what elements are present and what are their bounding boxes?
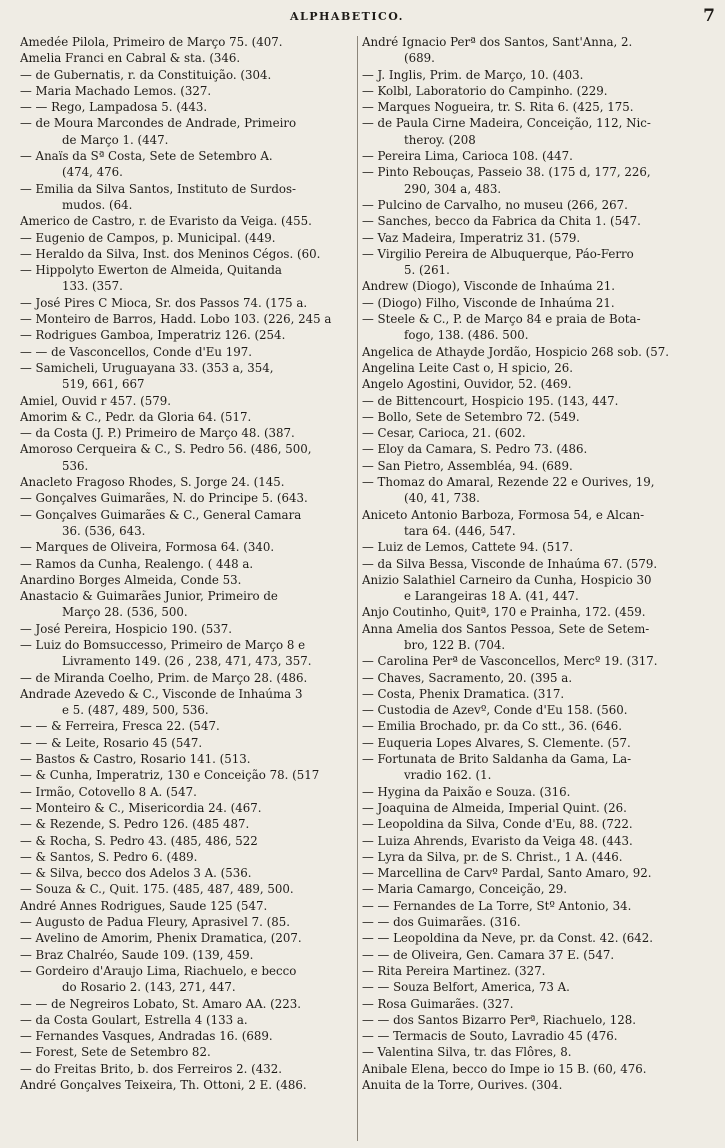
directory-entry: André Ignacio Perª dos Santos, Sant'Anna, 2. bbox=[362, 35, 633, 49]
section-title: ALPHABETICO. bbox=[290, 10, 405, 23]
directory-entry: — de Bittencourt, Hospicio 195. (143, 447. bbox=[362, 393, 619, 408]
directory-entry: — & Santos, S. Pedro 6. (489. bbox=[20, 849, 198, 864]
directory-entry: — Pulcino de Carvalho, no museu (266, 267. bbox=[362, 197, 628, 212]
page-header bbox=[0, 6, 725, 32]
entry-continuation: bro, 122 B. (704. bbox=[404, 637, 506, 652]
directory-entry: — Samicheli, Uruguayana 33. (353 a, 354, bbox=[20, 360, 274, 375]
directory-entry: — Heraldo da Silva, Inst. dos Meninos Cégos. (60. bbox=[20, 246, 321, 261]
directory-entry: — Cesar, Carioca, 21. (602. bbox=[362, 426, 526, 441]
directory-entry: — Irmão, Cotovello 8 A. (547. bbox=[20, 784, 197, 799]
directory-entry: — Luiz do Bomsuccesso, Primeiro de Março 8 e bbox=[20, 637, 306, 652]
directory-entry: — Virgilio Pereira de Albuquerque, Páo-Ferro bbox=[362, 246, 634, 261]
entry-continuation: (689. bbox=[404, 51, 435, 66]
entry-continuation: 536. bbox=[62, 458, 89, 473]
directory-entry: — Thomaz do Amaral, Rezende 22 e Ourives, 19, bbox=[362, 475, 655, 490]
directory-entry: — Hygina da Paixão e Souza. (316. bbox=[362, 784, 571, 799]
directory-entry: — Luiza Ahrends, Evaristo da Veiga 48. (443. bbox=[362, 833, 633, 848]
entry-continuation: 519, 661, 667 bbox=[62, 377, 145, 392]
directory-entry: Angelo Agostini, Ouvidor, 52. (469. bbox=[362, 377, 572, 392]
directory-entry: — Souza & C., Quit. 175. (485, 487, 489, 500. bbox=[20, 882, 294, 897]
page-number: 7 bbox=[703, 6, 715, 26]
directory-entry: — Steele & C., P. de Março 84 e praia de Bota- bbox=[362, 312, 641, 327]
directory-entry: — Bollo, Sete de Setembro 72. (549. bbox=[362, 409, 580, 424]
directory-entry: Anastacio & Guimarães Junior, Primeiro de bbox=[20, 589, 278, 604]
directory-entry: — Gonçalves Guimarães, N. do Principe 5. (643. bbox=[20, 491, 308, 506]
directory-entry: — — de Oliveira, Gen. Camara 37 E. (547. bbox=[362, 947, 615, 962]
directory-entry: Amedée Pilola, Primeiro de Março 75. (407. bbox=[20, 35, 283, 49]
entry-continuation: 133. (357. bbox=[62, 279, 123, 294]
entry-continuation: do Rosario 2. (143, 271, 447. bbox=[62, 980, 236, 995]
directory-entry: — Fernandes Vasques, Andradas 16. (689. bbox=[20, 1029, 273, 1044]
entry-continuation: theroy. (208 bbox=[404, 132, 476, 147]
directory-entry: — Maria Machado Lemos. (327. bbox=[20, 83, 212, 98]
directory-entry: — & Cunha, Imperatriz, 130 e Conceição 78. (517 bbox=[20, 768, 320, 783]
entry-continuation: 5. (261. bbox=[404, 263, 450, 278]
directory-entry: — José Pereira, Hospicio 190. (537. bbox=[20, 621, 233, 636]
directory-entry: — José Pires C Mioca, Sr. dos Passos 74. (175 a. bbox=[20, 295, 308, 310]
column-divider bbox=[357, 36, 358, 1141]
directory-entry: — de Paula Cirne Madeira, Conceição, 112, Nic- bbox=[362, 116, 651, 131]
directory-entry: Anibale Elena, becco do Impe io 15 B. (60, 476. bbox=[362, 1061, 647, 1076]
directory-entry: — Vaz Madeira, Imperatriz 31. (579. bbox=[362, 230, 581, 245]
directory-entry: Anacleto Fragoso Rhodes, S. Jorge 24. (145. bbox=[20, 475, 285, 490]
directory-entry: Andrew (Diogo), Visconde de Inhaúma 21. bbox=[362, 279, 616, 294]
directory-entry: — Custodia de Azevº, Conde d'Eu 158. (560. bbox=[362, 703, 628, 718]
directory-entry: — Luiz de Lemos, Cattete 94. (517. bbox=[362, 540, 574, 555]
directory-entry: Anjo Coutinho, Quitª, 170 e Prainha, 172. (459. bbox=[362, 605, 646, 620]
directory-entry: — Sanches, becco da Fabrica da Chita 1. (547. bbox=[362, 214, 641, 229]
directory-entry: — Chaves, Sacramento, 20. (395 a. bbox=[362, 670, 573, 685]
directory-entry: — Rosa Guimarães. (327. bbox=[362, 996, 514, 1011]
entry-continuation: 36. (536, 643. bbox=[62, 523, 146, 538]
directory-entry: — Lyra da Silva, pr. de S. Christ., 1 A. (446. bbox=[362, 849, 623, 864]
directory-entry: — Maria Camargo, Conceição, 29. bbox=[362, 882, 568, 897]
directory-entry: Anna Amelia dos Santos Pessoa, Sete de Setem- bbox=[362, 621, 650, 636]
right-column bbox=[362, 34, 710, 1093]
directory-entry: — Carolina Perª de Vasconcellos, Mercº 19. (317. bbox=[362, 654, 658, 669]
directory-entry: — Fortunata de Brito Saldanha da Gama, La- bbox=[362, 752, 632, 767]
directory-entry: — Pereira Lima, Carioca 108. (447. bbox=[362, 149, 573, 164]
directory-entry: — Valentina Silva, tr. das Flôres, 8. bbox=[362, 1045, 572, 1060]
directory-entry: — — de Negreiros Lobato, St. Amaro AA. (223. bbox=[20, 996, 301, 1011]
directory-entry: Amoroso Cerqueira & C., S. Pedro 56. (486, 500, bbox=[20, 442, 312, 457]
directory-entry: — & Rocha, S. Pedro 43. (485, 486, 522 bbox=[20, 833, 258, 848]
directory-entry: — Ramos da Cunha, Realengo. ( 448 a. bbox=[20, 556, 254, 571]
directory-entry: Angelica de Athayde Jordão, Hospicio 268 sob. (57. bbox=[362, 344, 669, 359]
directory-entry: — Forest, Sete de Setembro 82. bbox=[20, 1045, 211, 1060]
directory-entry: — — & Ferreira, Fresca 22. (547. bbox=[20, 719, 220, 734]
directory-entry: — da Silva Bessa, Visconde de Inhaúma 67. (579. bbox=[362, 556, 658, 571]
directory-entry: Amorim & C., Pedr. da Gloria 64. (517. bbox=[20, 409, 252, 424]
directory-entry: — Gordeiro d'Araujo Lima, Riachuelo, e becco bbox=[20, 963, 297, 978]
directory-entry: — Monteiro de Barros, Hadd. Lobo 103. (226, 245 a bbox=[20, 312, 332, 327]
directory-entry: — Leopoldina da Silva, Conde d'Eu, 88. (722. bbox=[362, 817, 633, 832]
entry-continuation: tara 64. (446, 547. bbox=[404, 523, 516, 538]
directory-entry: — Rodrigues Gamboa, Imperatriz 126. (254. bbox=[20, 328, 286, 343]
entry-continuation: (474, 476. bbox=[62, 165, 123, 180]
directory-entry: — Braz Chalréo, Saude 109. (139, 459. bbox=[20, 947, 254, 962]
directory-entry: Amiel, Ouvid r 457. (579. bbox=[20, 393, 172, 408]
directory-entry: — da Costa Goulart, Estrella 4 (133 a. bbox=[20, 1012, 248, 1027]
directory-entry: — Hippolyto Ewerton de Almeida, Quitanda bbox=[20, 263, 282, 278]
directory-entry: — do Freitas Brito, b. dos Ferreiros 2. (432. bbox=[20, 1061, 283, 1076]
directory-entry: Amelia Franci en Cabral & sta. (346. bbox=[20, 51, 241, 66]
directory-entry: — J. Inglis, Prim. de Março, 10. (403. bbox=[362, 67, 584, 82]
directory-entry: — de Moura Marcondes de Andrade, Primeiro bbox=[20, 116, 297, 131]
directory-entry: Aniceto Antonio Barboza, Formosa 54, e Alcan- bbox=[362, 507, 645, 522]
directory-entry: — — Souza Belfort, America, 73 A. bbox=[362, 980, 570, 995]
entry-continuation: mudos. (64. bbox=[62, 197, 133, 212]
directory-entry: — Augusto de Padua Fleury, Aprasivel 7. (85. bbox=[20, 915, 290, 930]
directory-entry: — de Miranda Coelho, Prim. de Março 28. (486. bbox=[20, 670, 308, 685]
entry-continuation: Livramento 149. (26 , 238, 471, 473, 357. bbox=[62, 654, 312, 669]
entry-continuation: e 5. (487, 489, 500, 536. bbox=[62, 703, 209, 718]
directory-entry: — San Pietro, Assembléa, 94. (689. bbox=[362, 458, 573, 473]
directory-entry: — — & Leite, Rosario 45 (547. bbox=[20, 735, 203, 750]
entry-continuation: Março 28. (536, 500. bbox=[62, 605, 188, 620]
directory-entry: Americo de Castro, r. de Evaristo da Veiga. (455. bbox=[20, 214, 312, 229]
directory-entry: — Pinto Rebouças, Passeio 38. (175 d, 177, 226, bbox=[362, 165, 651, 180]
directory-entry: — da Costa (J. P.) Primeiro de Março 48. (387. bbox=[20, 426, 295, 441]
directory-entry: — Bastos & Castro, Rosario 141. (513. bbox=[20, 752, 251, 767]
directory-entry: — de Gubernatis, r. da Constituição. (304. bbox=[20, 67, 272, 82]
directory-entry: — Anaïs da Sª Costa, Sete de Setembro A. bbox=[20, 149, 273, 164]
directory-entry: Anardino Borges Almeida, Conde 53. bbox=[20, 572, 242, 587]
directory-entry: — — Termacis de Souto, Lavradio 45 (476. bbox=[362, 1029, 618, 1044]
directory-entry: — — Rego, Lampadosa 5. (443. bbox=[20, 100, 208, 115]
directory-entry: — & Rezende, S. Pedro 126. (485 487. bbox=[20, 817, 250, 832]
directory-entry: André Annes Rodrigues, Saude 125 (547. bbox=[20, 898, 268, 913]
entry-continuation: 290, 304 a, 483. bbox=[404, 181, 502, 196]
directory-entry: — Marques Nogueira, tr. S. Rita 6. (425, 175. bbox=[362, 100, 634, 115]
directory-entry: André Gonçalves Teixeira, Th. Ottoni, 2 E. (486. bbox=[20, 1078, 307, 1092]
directory-entry: — Emilia da Silva Santos, Instituto de Surdos- bbox=[20, 181, 297, 196]
entry-continuation: e Larangeiras 18 A. (41, 447. bbox=[404, 589, 579, 604]
entry-continuation: vradio 162. (1. bbox=[404, 768, 492, 783]
directory-entry: — Joaquina de Almeida, Imperial Quint. (26. bbox=[362, 800, 627, 815]
directory-entry: Andrade Azevedo & C., Visconde de Inhaúma 3 bbox=[20, 686, 303, 701]
left-column bbox=[20, 34, 356, 1093]
directory-entry: — Costa, Phenix Dramatica. (317. bbox=[362, 686, 565, 701]
directory-entry: — — dos Santos Bizarro Perª, Riachuelo, 128. bbox=[362, 1012, 636, 1027]
directory-entry: — — dos Guimarães. (316. bbox=[362, 915, 521, 930]
directory-entry: Anuita de la Torre, Ourives. (304. bbox=[362, 1078, 563, 1092]
entry-continuation: de Março 1. (447. bbox=[62, 132, 169, 147]
directory-entry: — Kolbl, Laboratorio do Campinho. (229. bbox=[362, 83, 608, 98]
directory-entry: — Eugenio de Campos, p. Municipal. (449. bbox=[20, 230, 276, 245]
directory-entry: — Gonçalves Guimarães & C., General Camara bbox=[20, 507, 302, 522]
directory-entry: — Euqueria Lopes Alvares, S. Clemente. (57. bbox=[362, 735, 631, 750]
directory-entry: — Emilia Brochado, pr. da Co stt., 36. (646. bbox=[362, 719, 623, 734]
directory-entry: — Marcellina de Carvº Pardal, Santo Amaro, 92. bbox=[362, 866, 652, 881]
directory-entry: — (Diogo) Filho, Visconde de Inhaúma 21. bbox=[362, 295, 615, 310]
directory-entry: — & Silva, becco dos Adelos 3 A. (536. bbox=[20, 866, 252, 881]
directory-entry: — Eloy da Camara, S. Pedro 73. (486. bbox=[362, 442, 588, 457]
directory-entry: — Monteiro & C., Misericordia 24. (467. bbox=[20, 800, 262, 815]
entry-continuation: (40, 41, 738. bbox=[404, 491, 480, 506]
directory-entry: — — Leopoldina da Neve, pr. da Const. 42. (642. bbox=[362, 931, 654, 946]
directory-entry: — Marques de Oliveira, Formosa 64. (340. bbox=[20, 540, 275, 555]
directory-entry: — — Fernandes de La Torre, Stº Antonio, 34. bbox=[362, 898, 632, 913]
directory-entry: — Rita Pereira Martinez. (327. bbox=[362, 963, 546, 978]
entry-continuation: fogo, 138. (486. 500. bbox=[404, 328, 529, 343]
directory-entry: — — de Vasconcellos, Conde d'Eu 197. bbox=[20, 344, 253, 359]
directory-entry: Angelina Leite Cast o, H spicio, 26. bbox=[362, 360, 574, 375]
directory-entry: — Avelino de Amorim, Phenix Dramatica, (207. bbox=[20, 931, 302, 946]
directory-entry: Anizio Salathiel Carneiro da Cunha, Hospicio 30 bbox=[362, 572, 652, 587]
